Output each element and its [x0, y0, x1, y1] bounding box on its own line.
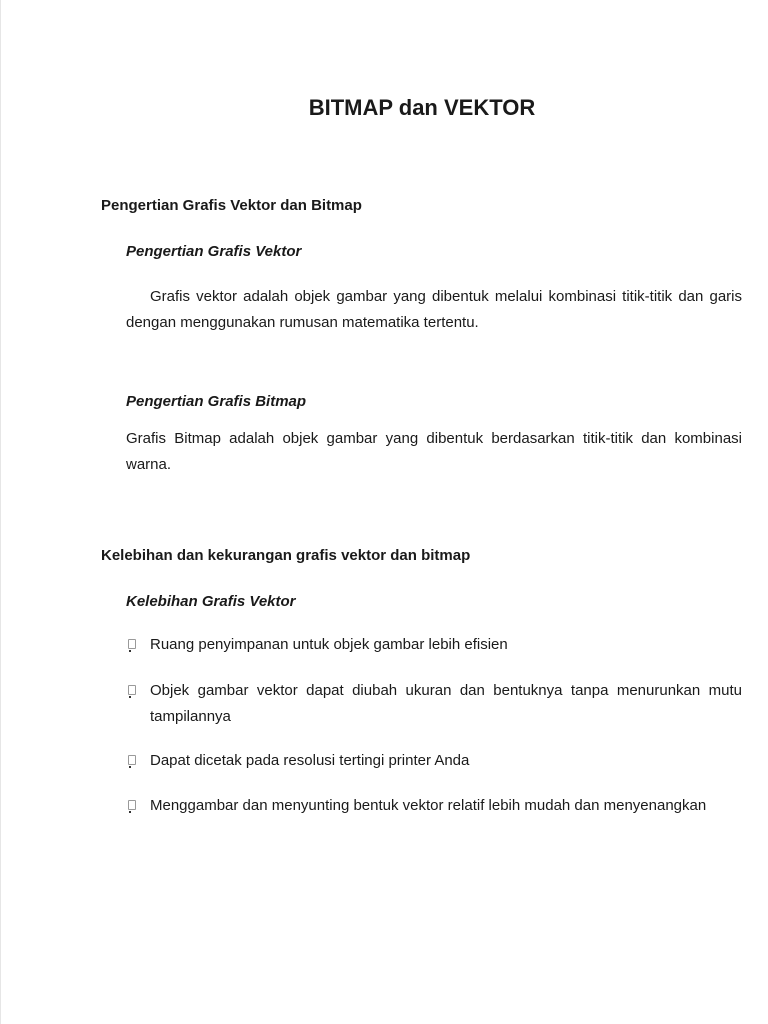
bullet-text: Ruang penyimpanan untuk objek gambar lebih efisien — [150, 636, 508, 653]
section-heading-kelebihan-kekurangan: Kelebihan dan kekurangan grafis vektor dan bitmap — [101, 547, 471, 564]
square-bullet-icon — [126, 632, 150, 658]
bullet-text: Dapat dicetak pada resolusi tertingi printer Anda — [150, 752, 470, 769]
list-item — [126, 748, 742, 774]
subheading-pengertian-bitmap: Pengertian Grafis Bitmap — [126, 393, 307, 410]
square-bullet-icon — [126, 678, 150, 704]
subheading-kelebihan-vektor: Kelebihan Grafis Vektor — [126, 593, 296, 610]
square-bullet-icon — [126, 748, 150, 774]
bullet-text: Menggambar dan menyunting bentuk vektor relatif lebih mudah dan menyenangkan — [150, 797, 707, 814]
section-heading-pengertian: Pengertian Grafis Vektor dan Bitmap — [101, 197, 362, 214]
document-title: BITMAP dan VEKTOR — [308, 95, 536, 120]
list-item — [126, 793, 742, 819]
list-item — [126, 678, 742, 730]
bullet-text: Objek gambar vektor dapat diubah ukuran dan bentuknya tanpa menurunkan mutu tampilannya — [150, 682, 742, 725]
subheading-pengertian-vektor: Pengertian Grafis Vektor — [126, 243, 302, 260]
page-edge — [0, 0, 1, 1024]
paragraph-bitmap-definition: Grafis Bitmap adalah objek gambar yang dibentuk berdasarkan titik-titik dan kombinasi warna. — [126, 430, 742, 473]
list-item — [126, 632, 742, 658]
paragraph-vektor-definition: Grafis vektor adalah objek gambar yang dibentuk melalui kombinasi titik-titik dan garis dengan menggunakan rumusan matematika tertentu. — [126, 288, 742, 331]
square-bullet-icon — [126, 793, 150, 819]
